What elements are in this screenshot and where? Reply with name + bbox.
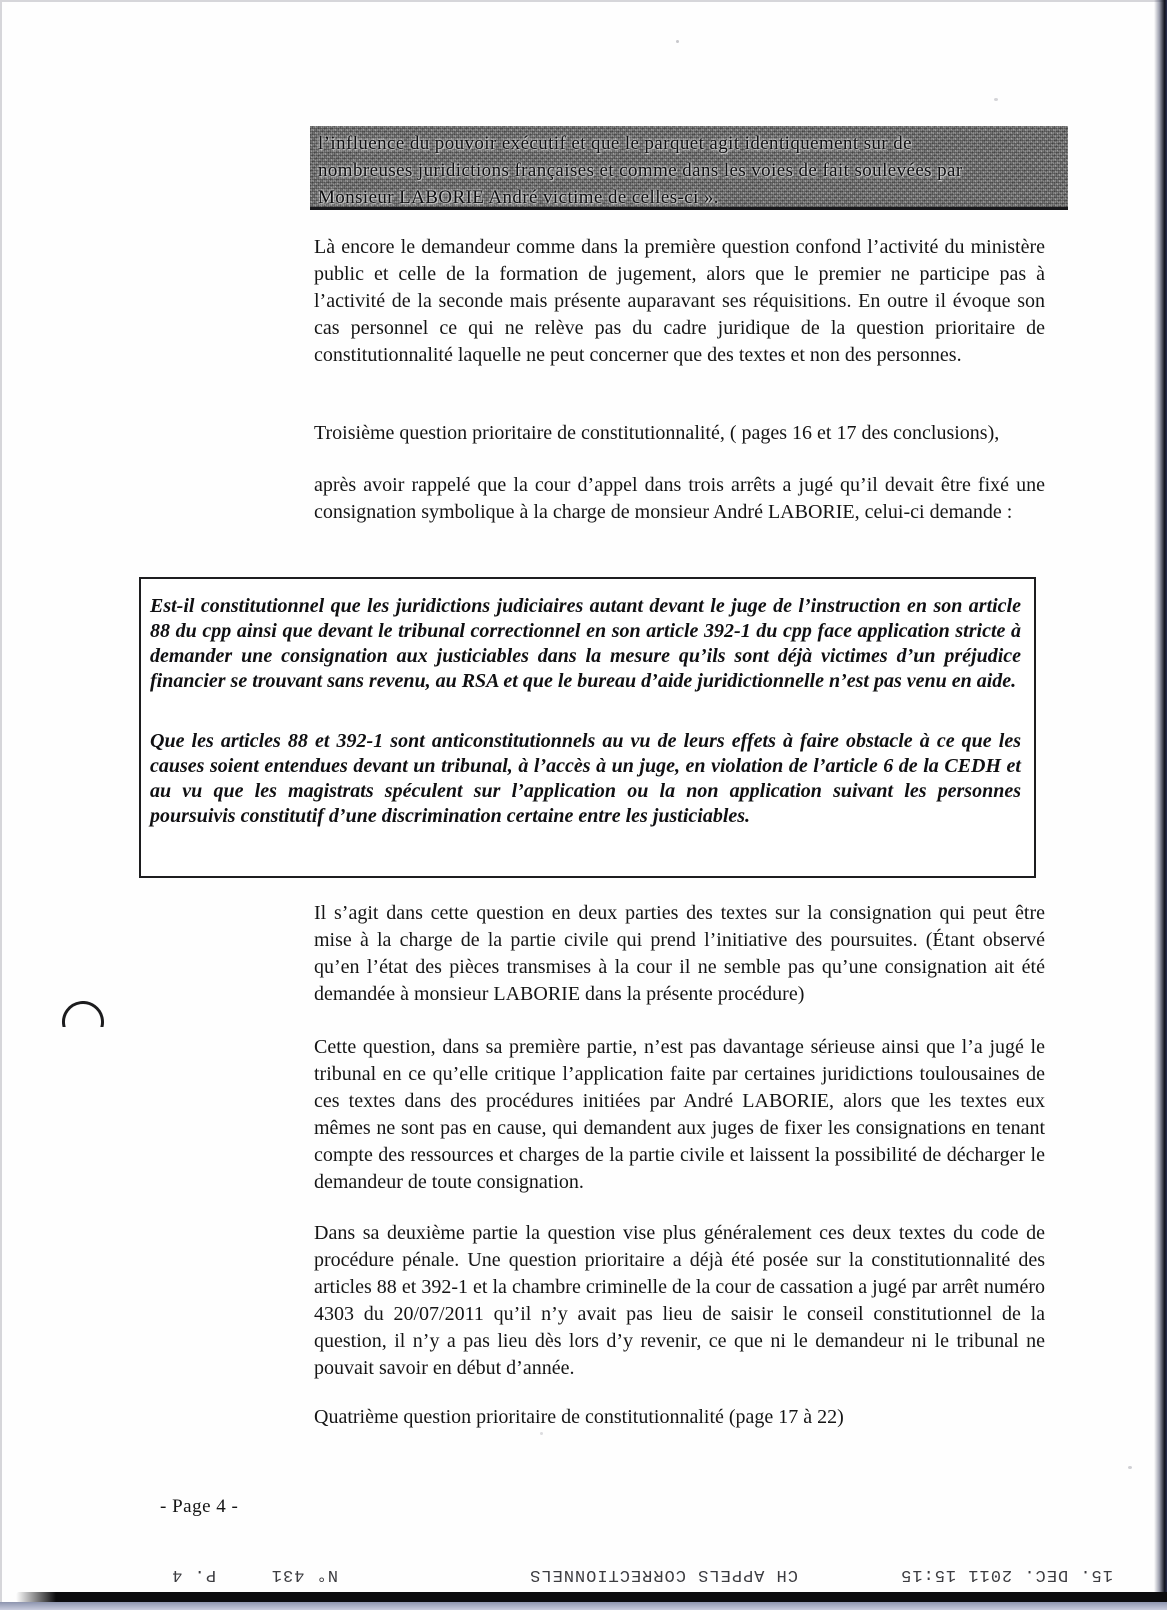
heading-quatrieme-question: Quatrième question prioritaire de constitutionnalité (page 17 à 22) bbox=[314, 1406, 844, 1428]
paragraph-apres-avoir-rappele: après avoir rappelé que la cour d’appel dans trois arrêts a jugé qu’il devait être fixé une consignation symbolique à la charge de monsieur André LABORIE, celui-ci demande : bbox=[314, 474, 1045, 523]
paper-speck bbox=[1128, 1466, 1132, 1469]
fax-page-count: P. 4 bbox=[171, 1565, 216, 1584]
fax-number: N° 431 bbox=[270, 1565, 338, 1584]
paragraph-dans-sa-deuxieme: Dans sa deuxième partie la question vise plus généralement ces deux textes du code de procédure pénale. Une question prioritaire a déjà été posée sur la constitutionnalité des articles 88 et 392-1 et la chambre criminelle de la cour de cassation a jugé par arrêt numéro 4303 du 20/07/2011 qu’il n’y avait pas lieu de saisir le conseil constitutionnel de la question, il n’y a pas lieu dès lors d’y revenir, ce que ni le demandeur ni le tribunal ne pouvait savoir en début d’année. bbox=[314, 1222, 1045, 1379]
scan-block-line: nombreuses juridictions françaises et comme dans les voies de fait soulevées par bbox=[318, 160, 963, 181]
scan-edge-right-band bbox=[1154, 0, 1167, 1610]
inverted-scan-text-block bbox=[310, 126, 1068, 210]
scan-block-line: l’influence du pouvoir exécutif et que le parquet agit identiquement sur de bbox=[318, 133, 912, 154]
page-number: - Page 4 - bbox=[160, 1496, 239, 1517]
paragraph-la-encore: Là encore le demandeur comme dans la première question confond l’activité du ministère public et celle de la formation de jugement, alors que le premier ne participe pas à l’activité de la seconde mais présente auparavant ses réquisitions. En outre il évoque son cas personnel ce qui ne relève pas du cadre juridique de la question prioritaire de constitutionnalité laquelle ne peut concerner que des textes et non des personnes. bbox=[314, 236, 1045, 366]
scan-edge-bottom-bar bbox=[16, 1592, 1167, 1602]
question-constitutionnalite-box bbox=[139, 577, 1036, 878]
paper-speck bbox=[676, 40, 679, 43]
fax-department: CH APPELS CORRECTIONNELS bbox=[529, 1565, 798, 1584]
paper-speck bbox=[540, 1432, 543, 1435]
paper-speck bbox=[994, 98, 998, 101]
scan-block-line: Monsieur LABORIE André victime de celles-ci ». bbox=[318, 187, 719, 208]
paragraph-cette-question: Cette question, dans sa première partie, n’est pas davantage sérieuse ainsi que l’a jugé le tribunal en ce qu’elle critique l’application faite par certaines juridictions toulousaines de ces textes dans des procédures initiées par André LABORIE, alors que les textes eux mêmes ne sont pas en cause, qui demandent aux juges de fixer les consignations en tenant compte des ressources et charges de la partie civile et laissent la possibilité de décharger le demandeur de toute consignation. bbox=[314, 1036, 1045, 1193]
fax-stamp-upside-down bbox=[8, 1556, 1158, 1590]
scan-edge-bottom-glow bbox=[0, 1602, 1167, 1610]
box-paragraph-est-il: Est-il constitutionnel que les juridictions judiciaires autant devant le juge de l’instruction en son article 88 du cpp ainsi que devant le tribunal correctionnel en son article 392-1 du cpp face application stricte à demander une consignation aux justiciables dans la mesure qu’ils sont déjà victimes d’un préjudice financier se trouvant sans revenu, au RSA et que le bureau d’aide juridictionnelle n’est pas venu en aide. bbox=[150, 595, 1021, 692]
box-paragraph-que-les-articles: Que les articles 88 et 392-1 sont anticonstitutionnels au vu de leurs effets à faire obstacle à ce que les causes soient entendues devant un tribunal, à l’accès à un juge, en violation de l’article 6 de la CEDH et au vu que les magistrats spéculent sur l’application ou la non application suivant les personnes poursuivis constitutif d’une discrimination certaine entre les justiciables. bbox=[150, 730, 1021, 827]
fax-timestamp: 15. DEC. 2011 15:15 bbox=[900, 1565, 1113, 1584]
paragraph-il-sagit: Il s’agit dans cette question en deux parties des textes sur la consignation qui peut être mise à la charge de la partie civile qui prend l’initiative des poursuites. (Étant observé qu’en l’état des pièces transmises à la cour il ne semble pas qu’une consignation ait été demandée à monsieur LABORIE dans la présente procédure) bbox=[314, 902, 1045, 1005]
heading-troisieme-question: Troisième question prioritaire de constitutionnalité, ( pages 16 et 17 des conclusions), bbox=[314, 422, 1000, 444]
pen-arc-mark bbox=[61, 1001, 109, 1027]
